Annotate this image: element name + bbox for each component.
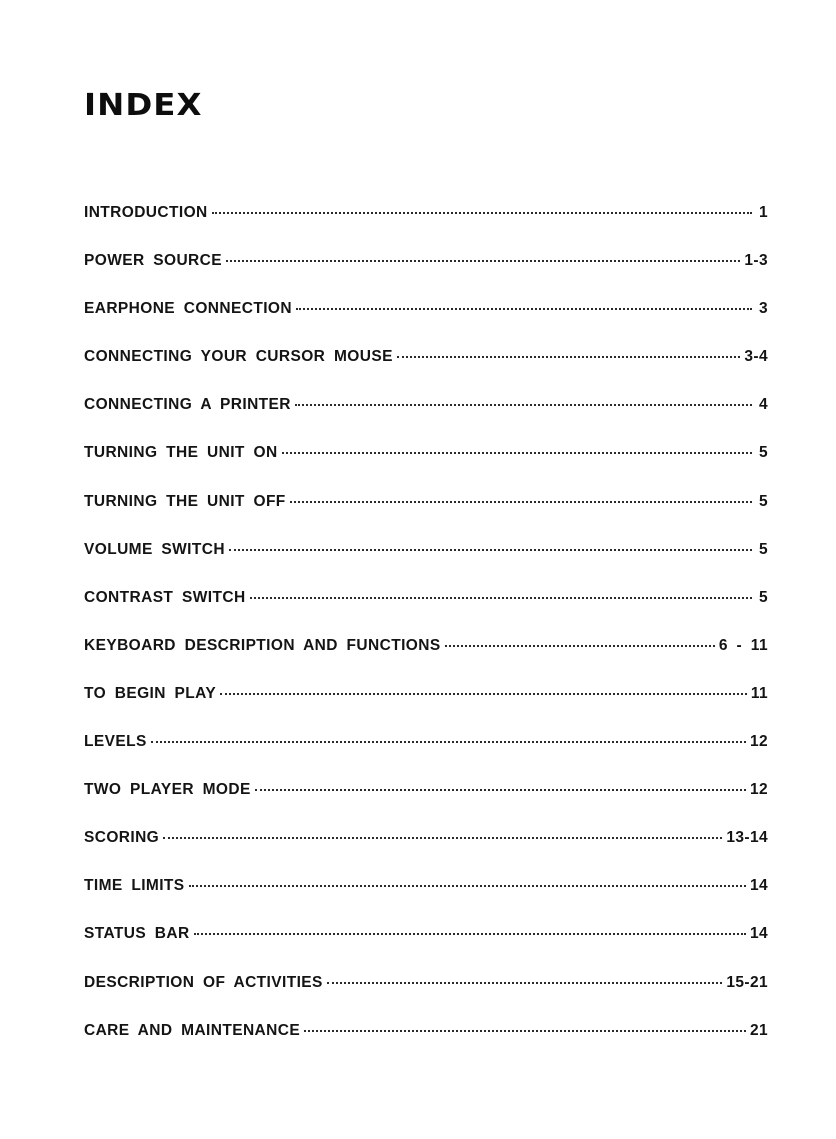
dot-leader — [163, 837, 722, 839]
dot-leader — [255, 789, 746, 791]
toc-entry-label: TURNING THE UNIT ON — [84, 444, 278, 462]
dot-leader — [220, 693, 747, 695]
toc-entry-time-limits — [84, 877, 768, 925]
toc-entry-label: DESCRIPTION OF ACTIVITIES — [84, 973, 323, 991]
toc-entry-label: POWER SOURCE — [84, 252, 222, 270]
dot-leader — [282, 452, 752, 454]
toc-entry-label: KEYBOARD DESCRIPTION AND FUNCTIONS — [84, 636, 441, 654]
toc-entry-page: 1-3 — [744, 252, 768, 270]
toc-entry-label: STATUS BAR — [84, 925, 190, 943]
toc-entry-page: 12 — [749, 733, 768, 751]
toc-entry-scoring — [84, 829, 768, 877]
toc-entry-care-and-maintenance — [84, 1022, 768, 1070]
toc-entry-page: 5 — [758, 492, 768, 510]
dot-leader — [445, 645, 715, 647]
dot-leader — [212, 212, 752, 214]
toc-entry-label: TURNING THE UNIT OFF — [84, 492, 286, 510]
toc-entry-page: 3 — [758, 300, 768, 318]
dot-leader — [151, 741, 746, 743]
toc-entry-page: 15-21 — [726, 973, 768, 991]
toc-entry-connecting-printer — [84, 396, 768, 444]
toc-entry-label: TIME LIMITS — [84, 877, 185, 895]
dot-leader — [250, 597, 752, 599]
toc-entry-keyboard-description — [84, 637, 768, 685]
toc-entry-connecting-cursor-mouse — [84, 348, 768, 396]
toc-entry-status-bar — [84, 925, 768, 973]
toc-entry-volume-switch — [84, 541, 768, 589]
table-of-contents — [84, 204, 768, 1070]
toc-entry-two-player-mode — [84, 781, 768, 829]
toc-entry-contrast-switch — [84, 589, 768, 637]
toc-entry-page: 14 — [749, 877, 768, 895]
toc-entry-page: 13-14 — [726, 829, 768, 847]
toc-entry-label: CONNECTING A PRINTER — [84, 396, 291, 414]
toc-entry-page: 4 — [758, 396, 768, 414]
toc-entry-label: EARPHONE CONNECTION — [84, 300, 292, 318]
toc-entry-page: 5 — [758, 588, 768, 606]
toc-entry-power-source — [84, 252, 768, 300]
toc-entry-label: TO BEGIN PLAY — [84, 684, 217, 702]
toc-entry-page: 12 — [749, 781, 768, 799]
toc-entry-label: TWO PLAYER MODE — [84, 781, 251, 799]
dot-leader — [295, 404, 752, 406]
toc-entry-page: 14 — [749, 925, 768, 943]
toc-entry-introduction — [84, 204, 768, 252]
toc-entry-page: 11 — [750, 684, 768, 702]
toc-entry-page: 21 — [749, 1021, 768, 1039]
toc-entry-page: 5 — [758, 444, 768, 462]
dot-leader — [229, 549, 752, 551]
toc-entry-label: CARE AND MAINTENANCE — [84, 1021, 301, 1039]
dot-leader — [189, 885, 746, 887]
dot-leader — [194, 933, 746, 935]
toc-entry-label: VOLUME SWITCH — [84, 540, 225, 558]
toc-entry-label: LEVELS — [84, 733, 147, 751]
toc-entry-levels — [84, 733, 768, 781]
toc-entry-label: INTRODUCTION — [84, 204, 208, 221]
toc-entry-page: 6 - 11 — [718, 636, 768, 654]
toc-entry-page: 5 — [758, 540, 768, 558]
dot-leader — [304, 1030, 746, 1032]
toc-entry-earphone-connection — [84, 300, 768, 348]
dot-leader — [290, 501, 752, 503]
dot-leader — [327, 982, 723, 984]
toc-entry-label: SCORING — [84, 829, 160, 847]
toc-entry-label: CONNECTING YOUR CURSOR MOUSE — [84, 348, 393, 366]
dot-leader — [397, 356, 741, 358]
toc-entry-page: 3-4 — [744, 348, 768, 366]
dot-leader — [226, 260, 740, 262]
dot-leader — [296, 308, 752, 310]
toc-entry-label: CONTRAST SWITCH — [84, 588, 246, 606]
toc-entry-page: 1 — [758, 204, 768, 221]
toc-entry-turning-unit-on — [84, 444, 768, 492]
toc-entry-turning-unit-off — [84, 493, 768, 541]
toc-entry-description-of-activities — [84, 974, 768, 1022]
page-title: INDEX — [84, 88, 203, 123]
toc-entry-to-begin-play — [84, 685, 768, 733]
